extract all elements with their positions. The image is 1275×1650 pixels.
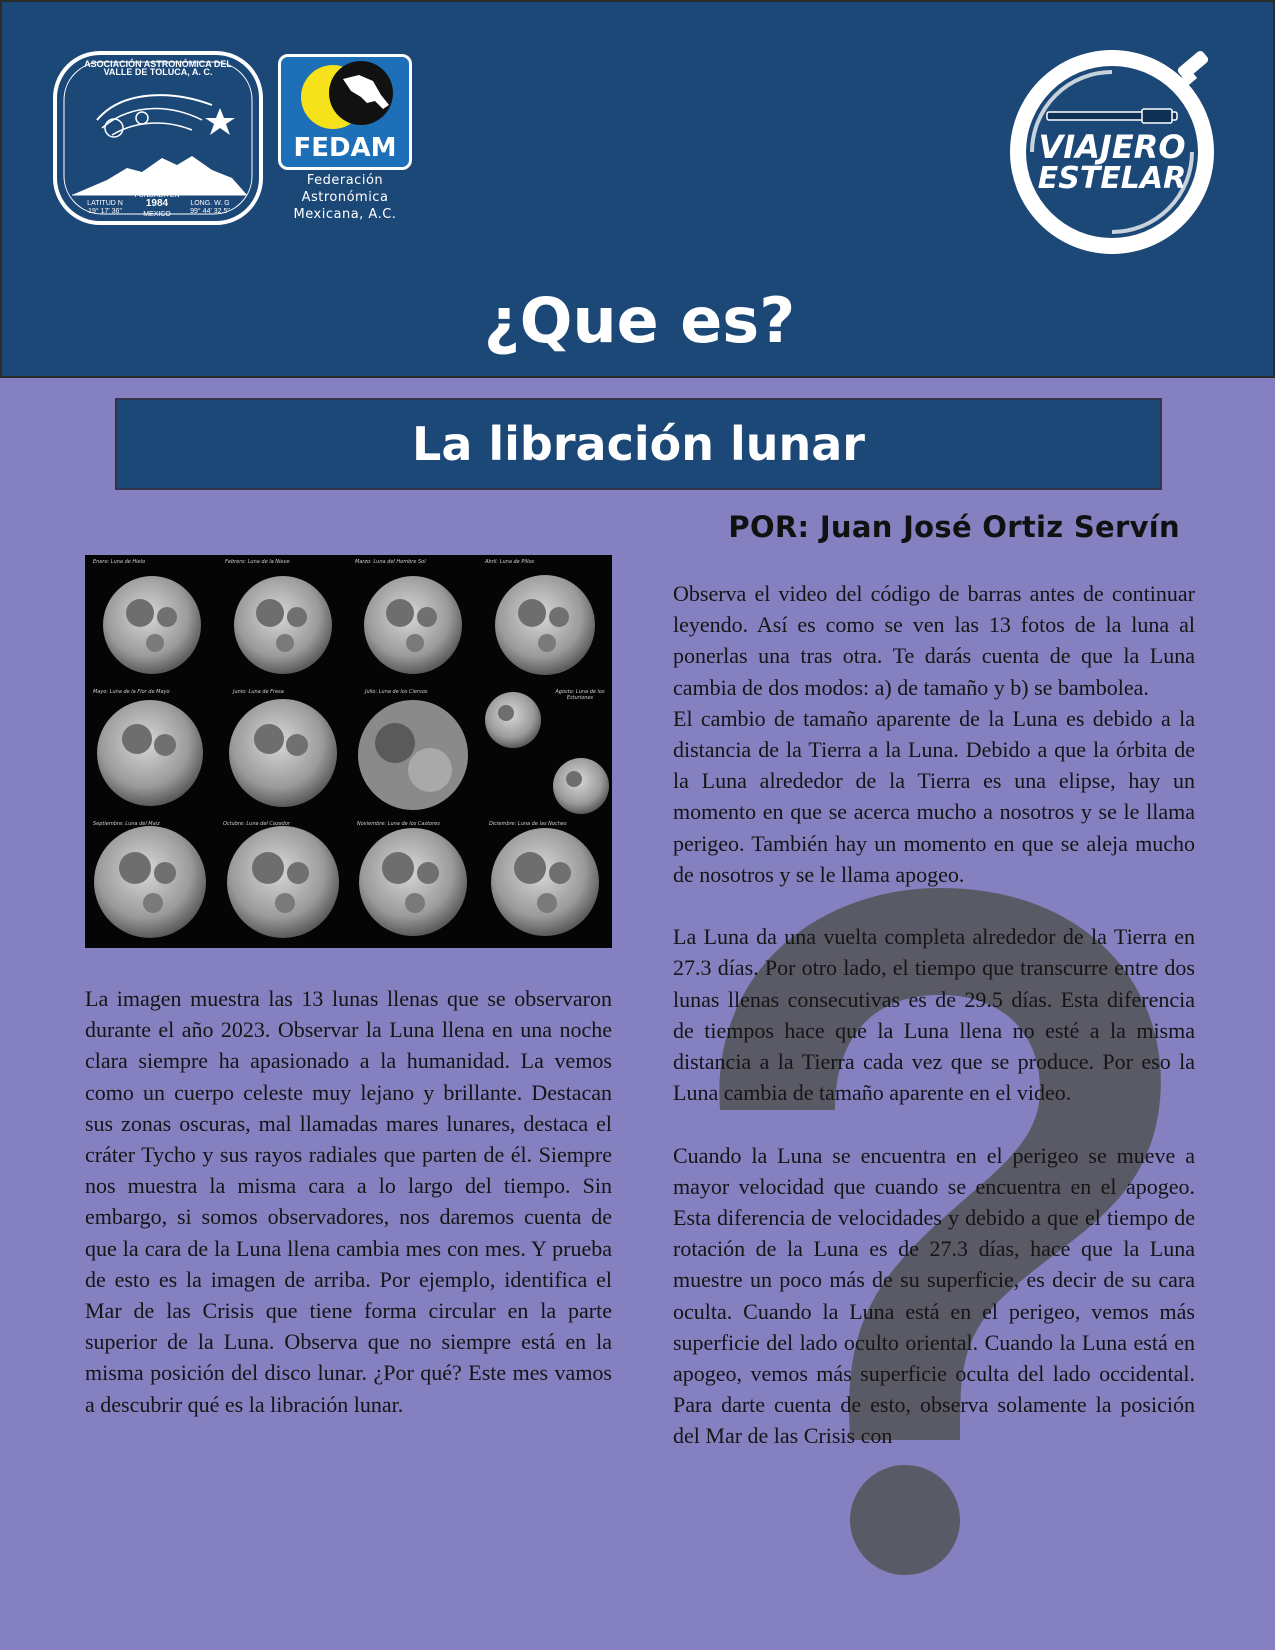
moon-label: Diciembre: Luna de las Noches: [489, 821, 567, 827]
viajero-line2: ESTELAR: [1037, 161, 1187, 196]
author-byline: POR: Juan José Ortiz Servín: [728, 510, 1180, 544]
aavt-ring-text: ASOCIACIÓN ASTRONÓMICA DEL VALLE DE TOLUCA, A. C.: [84, 59, 232, 77]
fedam-logo: [278, 54, 412, 170]
moon-label: Mayo: Luna de la Flor de Mayo: [93, 689, 170, 695]
moon-label: Junio: Luna de Fresa: [233, 689, 284, 695]
aavt-lat-label: LATITUD N: [87, 200, 123, 207]
page-title: ¿Que es?: [483, 284, 796, 357]
moon-label: Abril: Luna de Pillos: [485, 559, 535, 565]
moon-label: Noviembre: Luna de los Castores: [357, 821, 440, 827]
fedam-caption-line: Federación: [306, 173, 384, 188]
paragraph: Cuando la Luna se encuentra en el perigeo se mueve a mayor velocidad que cuando se encuentra en el apogeo. Esta diferencia de velocidades y debido a que el tiempo de rotación de la Luna es de 27.3 días, hace que la Luna muestre un poco más de su superficie, es decir de su cara oculta. Cuando la Luna está en el perigeo, vemos más superficie del lado oculto oriental. Cuando la Luna está en apogeo, vemos más superficie oculta del lado occidental. Para darte cuenta de esto, observa solamente la posición del Mar de las Crisis con: [673, 1142, 1195, 1449]
aavt-lat-value: 19° 17' 36": [88, 208, 122, 215]
moon-label: Agosto: Luna de los Esturiones: [555, 689, 605, 701]
fedam-caption-line: Mexicana, A.C.: [293, 207, 397, 222]
moon-row-1: [103, 575, 595, 675]
full-moons-image: [85, 555, 612, 948]
fedam-eclipse-icon: [281, 57, 412, 137]
moon-row-2: [97, 692, 609, 814]
fedam-caption: [268, 172, 422, 223]
moon-label: Julio: Luna de los Ciervos: [365, 689, 428, 695]
moon-label: Septiembre: Luna del Maíz: [93, 821, 160, 827]
left-column: [85, 983, 612, 1420]
paragraph: Observa el video del código de barras antes de continuar leyendo. Así es como se ven las 13 fotos de la luna al ponerlas una tras otra. Te darás cuenta de que la Luna cambia de dos modos: a) de tamaño y b) se bambolea.: [673, 581, 1195, 700]
aavt-country: MEXICO: [143, 211, 171, 218]
fedam-caption-line: Astronómica: [301, 190, 389, 205]
moon-label: Enero: Luna de Hielo: [93, 559, 146, 565]
moon-label: Febrero: Luna de la Nieve: [225, 559, 290, 565]
paragraph: El cambio de tamaño aparente de la Luna es debido a la distancia de la Tierra a la Luna. Debido a que la órbita de la Luna alrededor de la Tierra es una elipse, hay un momento en que se acerca mucho a nosotros y se le llama perigeo. También hay un momento en que se aleja mucho de nosotros y se le llama apogeo.: [673, 705, 1195, 887]
paragraph: La Luna da una vuelta completa alrededor de la Tierra en 27.3 días. Por otro lado, el tiempo que transcurre entre dos lunas llenas consecutivas es de 29.5 días. Esta diferencia de tiempos hace que la Luna llena no esté a la misma distancia a la Tierra cada vez que se produce. Por eso la Luna cambia de tamaño aparente en el video.: [673, 924, 1195, 1106]
section-title-bar: [115, 398, 1162, 490]
right-column: [673, 578, 1195, 1452]
section-title: La libración lunar: [412, 417, 865, 471]
aavt-logo: [52, 50, 264, 226]
magnifier-telescope-icon: [1002, 40, 1232, 262]
moon-label: Octubre: Luna del Cazador: [223, 821, 290, 827]
fedam-word: FEDAM: [293, 133, 397, 163]
viajero-line1: VIAJERO: [1038, 128, 1186, 166]
header-banner: [0, 0, 1275, 378]
aavt-founded: FUNDADA EN: [134, 192, 180, 199]
moon-label: Marzo: Luna del Hombre Sol: [355, 559, 426, 565]
aavt-long-value: 99° 44' 32.5": [190, 208, 230, 215]
viajero-estelar-logo: [1002, 40, 1232, 262]
aavt-year: 1984: [145, 198, 169, 209]
moons-grid-graphic: [85, 555, 612, 948]
paragraph: La imagen muestra las 13 lunas llenas que se observaron durante el año 2023. Observar la Luna llena en una noche clara siempre ha apasionado a la humanidad. La vemos como un cuerpo celeste muy lejano y brillante. Destacan sus zonas oscuras, mal llamadas mares lunares, destaca el cráter Tycho y sus rayos radiales que parten de él. Siempre nos muestra la misma cara a lo largo del tiempo. Sin embargo, si somos observadores, nos daremos cuenta de que la cara de la Luna llena cambia mes con mes. Y prueba de esto es la imagen de arriba. Por ejemplo, identifica el Mar de las Crisis que tiene forma circular en la parte superior de la Luna. Observa que no siempre está en la misma posición del disco lunar. ¿Por qué? Este mes vamos a descubrir qué es la libración lunar.: [85, 986, 612, 1417]
moon-row-3: [94, 826, 599, 938]
aavt-long-label: LONG. W. G: [190, 200, 230, 207]
